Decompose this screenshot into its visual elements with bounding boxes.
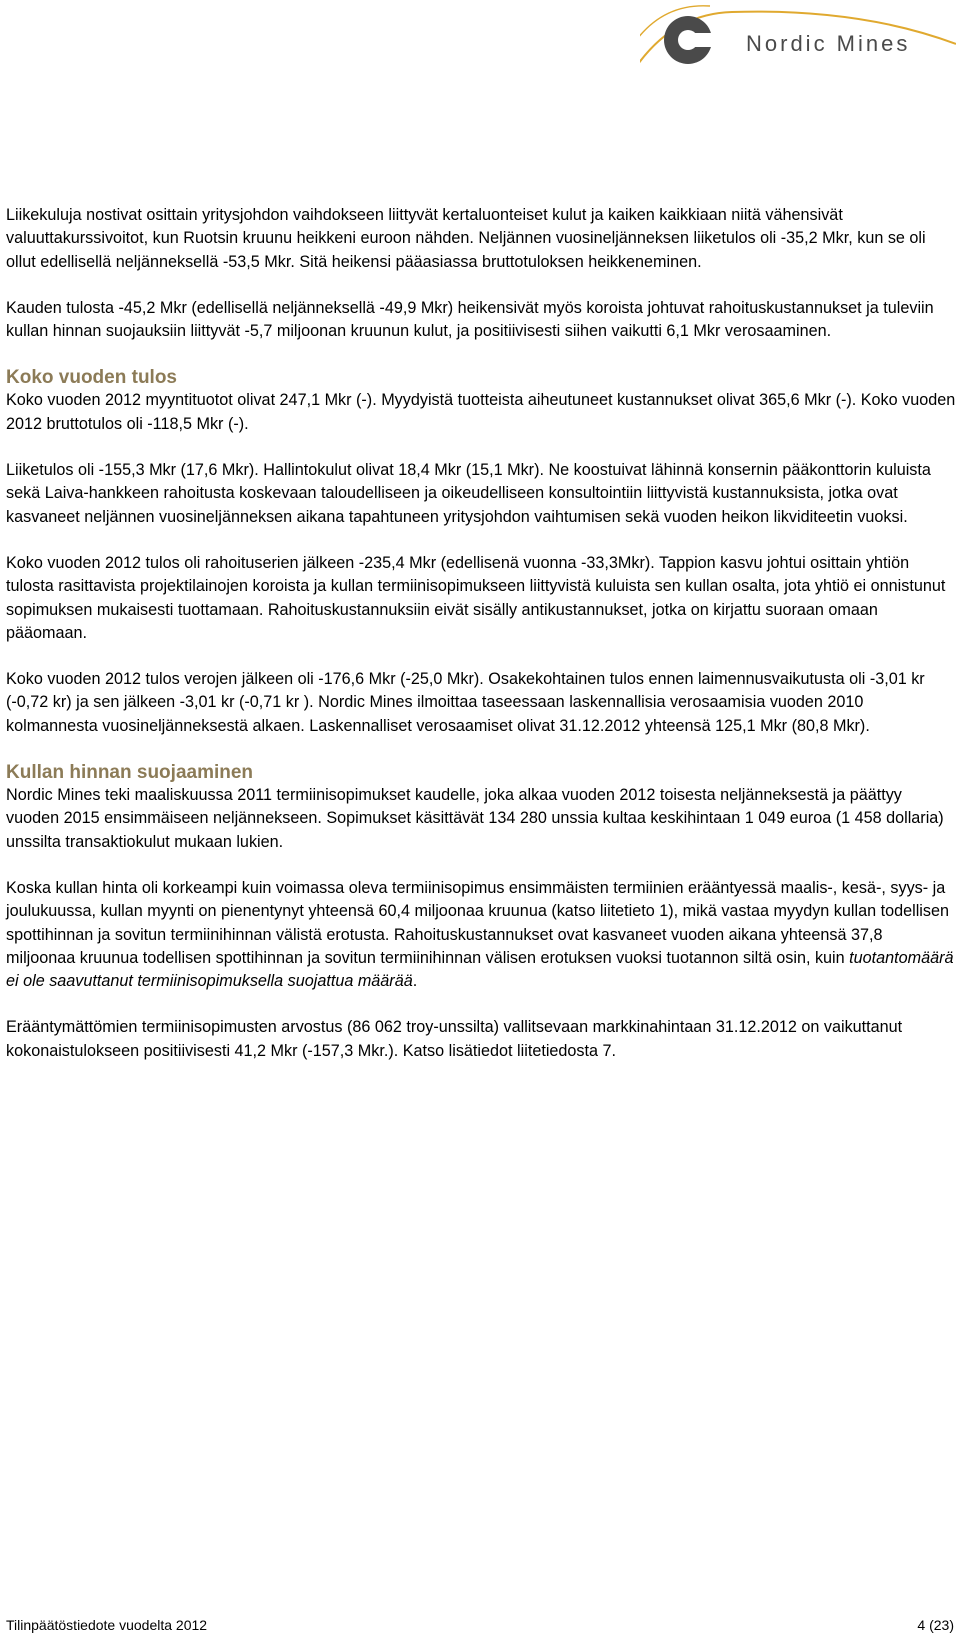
- paragraph-gold-price-emphasis: tuotantomäärä ei ole saavuttanut termiinisopimuksella suojattua määrää: [6, 948, 954, 991]
- paragraph-contract-valuation: Erääntymättömien termiinisopimusten arvostus (86 062 troy-unssilta) vallitsevaan markkinahintaan 31.12.2012 on vaikuttanut kokonaistulokseen positiivisesti 41,2 Mkr (-157,3 Mkr.). Katso lisätiedot liitetiedosta 7.: [6, 1018, 903, 1060]
- paragraph-gold-price-effect: [6, 877, 956, 993]
- logo-wordmark: Nordic Mines: [746, 31, 911, 56]
- footer-title: Tilinpäätöstiedote vuodelta 2012: [6, 1617, 208, 1633]
- section-heading-full-year-result: Koko vuoden tulos: [6, 367, 177, 389]
- section-heading-gold-hedging: Kullan hinnan suojaaminen: [6, 762, 254, 784]
- paragraph-gold-price-text: Koska kullan hinta oli korkeampi kuin voimassa oleva termiinisopimus ensimmäisten termiinien erääntyessä maalis-, kesä-, syys- ja joulukuussa, kullan myynti on pienentynyt yhteensä 60,4 miljoonaa kruunua (katso liitetieto 1), mikä vastaa myydyn kullan todellisen spottihinnan ja sovitun termiinihinnan välistä erotusta. Rahoituskustannukset ovat kasvaneet vuoden aikana yhteensä 37,8 miljoonaa kruunua todellisen spottihinnan ja sovitun termiinihinnan välisen erotuksen vuoksi tuotannon siltä osin, kuin: [6, 878, 949, 967]
- paragraph-period-result: Kauden tulosta -45,2 Mkr (edellisellä neljänneksellä -49,9 Mkr) heikensivät myös koroista johtuvat rahoituskustannukset ja tuleviin kullan hinnan suojauksiin liittyvät -5,7 miljoonan kruunun kulut, ja positiivisesti siihen vaikutti 6,1 Mkr verosaaminen.: [6, 298, 934, 341]
- paragraph-forward-contracts: Nordic Mines teki maaliskuussa 2011 termiinisopimukset kaudelle, joka alkaa vuoden 2012 toisesta neljänneksestä ja päättyy vuoden 2015 ensimmäiseen neljännekseen. Sopimukset käsittävät 134 280 unssia kultaa keskihintaan 1 049 euroa (1 458 dollaria) unssilta transaktiokulut mukaan lukien.: [6, 786, 944, 851]
- paragraph-full-year-revenue: Koko vuoden 2012 myyntituotot olivat 247,1 Mkr (-). Myydyistä tuotteista aiheutuneet kustannukset olivat 365,6 Mkr (-). Koko vuoden 2012 bruttotulos oli -118,5 Mkr (-).: [6, 391, 956, 433]
- paragraph-financial-result: Koko vuoden 2012 tulos oli rahoituserien jälkeen -235,4 Mkr (edellisenä vuonna -33,3Mkr). Tappion kasvu johtui osittain yhtiön tulosta rasittavista projektilainojen koroista ja kullan termiinisopimukseen liittyvistä kuluista sen kullan osalta, jota yhtiö ei onnistunut sopimuksen mukaisesti tuottamaan. Rahoituskustannuksiin eivät sisälly antikustannukset, jotka on kirjattu suoraan omaan pääomaan.: [6, 553, 946, 642]
- document-body: [6, 204, 956, 1086]
- paragraph-result-after-tax: Koko vuoden 2012 tulos verojen jälkeen oli -176,6 Mkr (-25,0 Mkr). Osakekohtainen tulos ennen laimennusvaikutusta oli -3,01 kr (-0,72 kr) ja sen jälkeen -3,01 kr (-0,71 kr ). Nordic Mines ilmoittaa taseessaan laskennallisia verosaamisia vuoden 2010 kolmannesta vuosineljänneksestä alkaen. Laskennalliset verosaamiset olivat 31.12.2012 yhteensä 125,1 Mkr (80,8 Mkr).: [6, 670, 925, 735]
- paragraph-gold-price-end: .: [412, 972, 418, 991]
- paragraph-operating-result: Liiketulos oli -155,3 Mkr (17,6 Mkr). Hallintokulut olivat 18,4 Mkr (15,1 Mkr). Ne koostuivat lähinnä konsernin pääkonttorin kuluista sekä Laiva-hankkeen rahoitusta koskevaan taloudelliseen ja oikeudelliseen konsultointiin liittyvistä kustannuksista, jotka ovat kasvaneet neljännen vuosineljänneksen aikana tapahtuneen yritysjohdon vaihtumisen sekä vuoden heikon likviditeetin vuoksi.: [6, 461, 931, 526]
- paragraph-operating-expenses: Liikekuluja nostivat osittain yritysjohdon vaihdokseen liittyvät kertaluonteiset kulut ja kaiken kaikkiaan niitä vähensivät valuuttakurssivoitot, kun Ruotsin kruunu heikkeni euroon nähden. Neljännen vuosineljänneksen liiketulos oli -35,2 Mkr, kun se oli ollut edellisellä neljänneksellä -53,5 Mkr. Sitä heikensi pääasiassa bruttotuloksen heikkeneminen.: [6, 206, 926, 271]
- page-number: 4 (23): [917, 1617, 954, 1633]
